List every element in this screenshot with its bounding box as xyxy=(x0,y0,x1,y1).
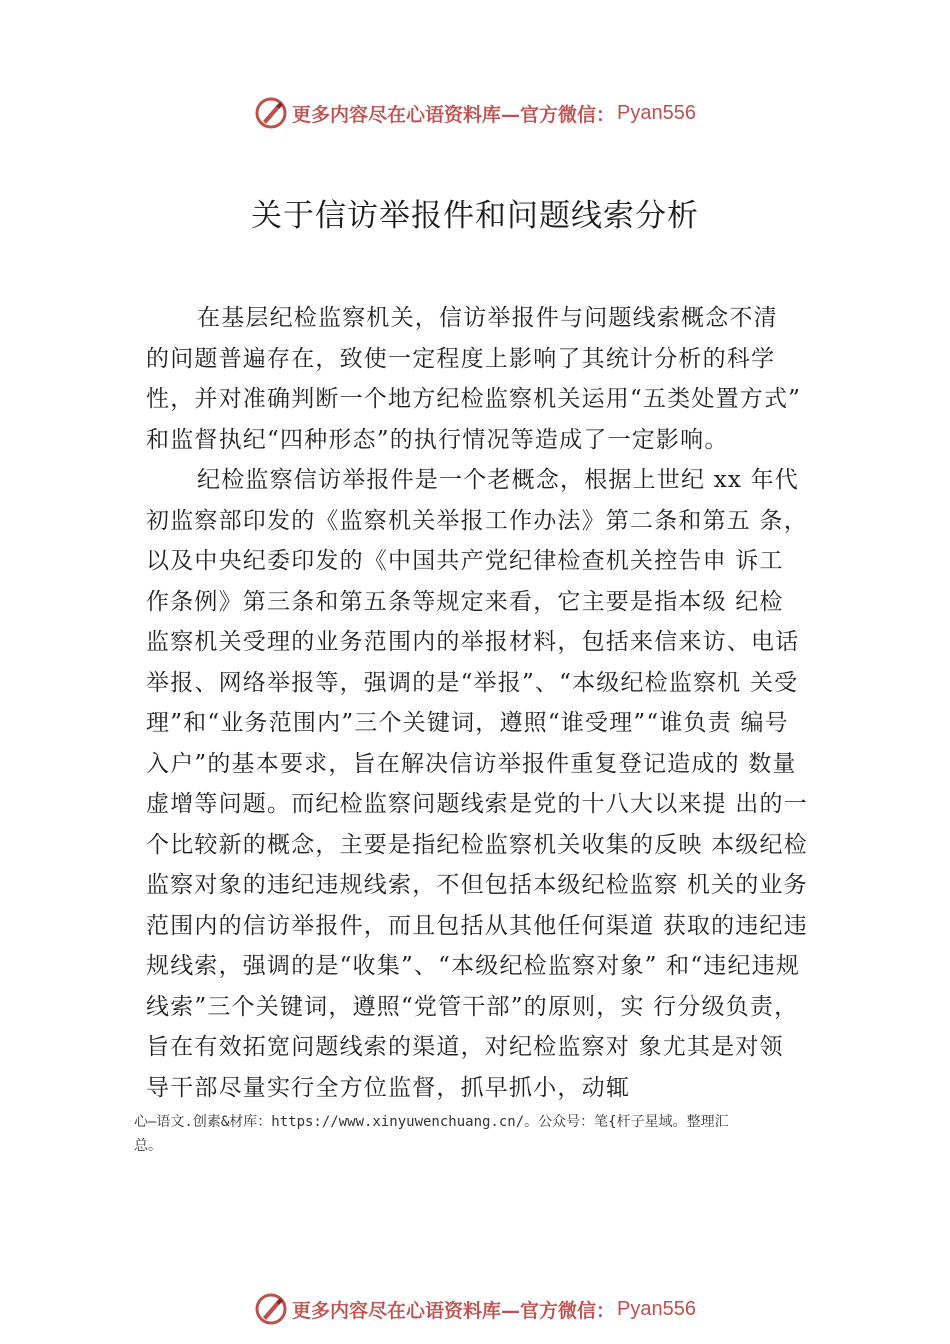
body-line: 和监督执纪“四种形态”的执行情况等造成了一定影响。 xyxy=(146,426,729,453)
body-line: 纪检监察信访举报件是一个老概念，根据上世纪 xx 年代 xyxy=(197,467,799,493)
footer-note-line-1: 心—语文.创素&材库：https://www.xinyuwenchuang.cn/。公众号：笔{杆子星域。整理汇 xyxy=(134,1114,729,1130)
body-line: 初监察部印发的《监察机关举报工作办法》第二条和第五 条， xyxy=(146,507,808,534)
body-line: 规线索，强调的是“收集”、“本级纪检监察对象” 和“违纪违规 xyxy=(146,953,801,979)
document-body xyxy=(146,298,836,1108)
body-line: 监察机关受理的业务范围内的举报材料，包括来信来访、电话 xyxy=(146,629,800,655)
banner-text: 更多内容尽在心语资料库—官方微信： xyxy=(292,103,616,126)
body-line: 个比较新的概念，主要是指纪检监察机关收集的反映 本级纪检 xyxy=(146,831,808,858)
body-line: 范围内的信访举报件，而且包括从其他任何渠道 获取的违纪违 xyxy=(146,912,808,939)
document-title: 关于信访举报件和问题线索分析 xyxy=(251,198,699,234)
footer-banner xyxy=(0,1289,950,1329)
body-line: 作条例》第三条和第五条等规定来看，它主要是指本级 纪检 xyxy=(146,588,784,615)
banner-account: Pyan556 xyxy=(617,1297,696,1320)
pen-logo-icon xyxy=(254,96,288,130)
body-line: 在基层纪检监察机关，信访举报件与问题线索概念不清 xyxy=(197,305,778,331)
body-line: 入户”的基本要求，旨在解决信访举报件重复登记造成的 数量 xyxy=(146,750,797,777)
body-line: 以及中央纪委印发的《中国共产党纪律检查机关控告申 诉工 xyxy=(146,548,784,574)
body-line: 虚增等问题。而纪检监察问题线索是党的十八大以来提 出的一 xyxy=(146,791,808,817)
body-line: 导干部尽量实行全方位监督，抓早抓小，动辄 xyxy=(146,1074,630,1101)
body-line: 理”和“业务范围内”三个关键词，遵照“谁受理”“谁负责 编号 xyxy=(146,710,789,736)
banner-account: Pyan556 xyxy=(617,101,696,124)
header-banner xyxy=(0,93,950,133)
body-line: 的问题普遍存在，致使一定程度上影响了其统计分析的科学 xyxy=(146,345,776,372)
footer-source-note xyxy=(134,1110,834,1158)
banner-text: 更多内容尽在心语资料库—官方微信： xyxy=(292,1299,616,1322)
body-line: 举报、网络举报等，强调的是“举报”、“本级纪检监察机 关受 xyxy=(146,669,799,696)
body-line: 线索”三个关键词，遵照“党管干部”的原则，实 行分级负责， xyxy=(146,993,799,1020)
body-line: 监察对象的违纪违规线索，不但包括本级纪检监察 机关的业务 xyxy=(146,872,808,898)
body-line: 性，并对准确判断一个地方纪检监察机关运用“五类处置方式” xyxy=(146,386,802,412)
footer-note-line-2: 总。 xyxy=(134,1138,162,1154)
pen-logo-icon xyxy=(254,1292,288,1326)
body-line: 旨在有效拓宽问题线索的渠道，对纪检监察对 象尤其是对领 xyxy=(146,1034,784,1060)
